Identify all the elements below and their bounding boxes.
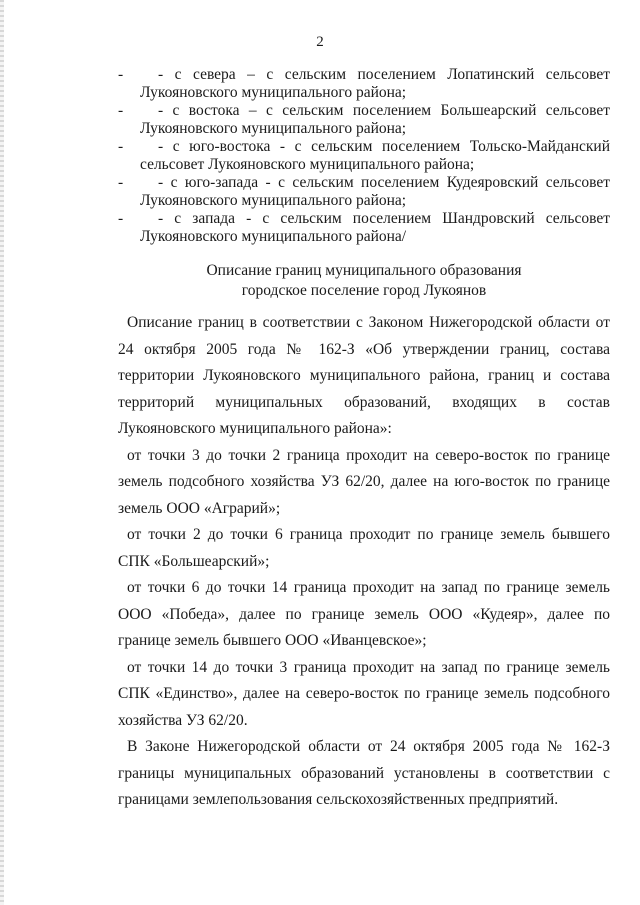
boundary-list bbox=[118, 66, 610, 246]
list-item-line: Лукояновского муниципального района; bbox=[140, 192, 407, 209]
list-item-line: - с запада - с сельским поселением Шандровский сельсовет bbox=[158, 210, 610, 227]
list-item-line: - с востока – с сельским поселением Большеарский сельсовет bbox=[158, 102, 610, 119]
list-bullet: - bbox=[118, 66, 124, 83]
list-item-line: - с юго-востока - с сельским поселением Тольско-Майданский bbox=[158, 138, 610, 155]
list-item-line: Лукояновского муниципального района; bbox=[140, 120, 407, 137]
paragraph: от точки 3 до точки 2 граница проходит на северо-восток по границе земель подсобного хозяйства УЗ 62/20, далее на юго-восток по границе земель ООО «Аграрий»; bbox=[118, 446, 610, 517]
paragraph: от точки 2 до точки 6 граница проходит по границе земель бывшего СПК «Большеарский»; bbox=[118, 526, 610, 570]
list-item bbox=[118, 66, 610, 102]
section-heading-line: Описание границ муниципального образования bbox=[206, 262, 522, 279]
list-item-line: Лукояновского муниципального района; bbox=[140, 84, 407, 101]
paragraph: В Законе Нижегородской области от 24 октября 2005 года № 162-З границы муниципальных образований установлены в соответствии с границами землепользования сельскохозяйственных предприятий. bbox=[118, 738, 610, 808]
list-bullet: - bbox=[118, 174, 124, 191]
page-number: 2 bbox=[316, 34, 324, 50]
list-item bbox=[118, 102, 610, 138]
list-item bbox=[118, 174, 610, 210]
body-text bbox=[118, 310, 610, 814]
list-item-line: Лукояновского муниципального района/ bbox=[140, 228, 407, 245]
section-heading-line: городское поселение город Лукоянов bbox=[241, 282, 487, 299]
section-heading bbox=[118, 261, 610, 301]
paragraph: от точки 6 до точки 14 граница проходит на запад по границе земель ООО «Победа», далее по границе земель ООО «Кудеяр», далее по границе земель бывшего ООО «Иванцевское»; bbox=[118, 579, 610, 649]
paragraph: Описание границ в соответствии с Законом Нижегородской области от 24 октября 2005 года № 162-З «Об утверждении границ, состава территории Лукояновского муниципального района, границ и состава территорий муниципальных образований, входящих в состав Лукояновского муниципального района»: bbox=[118, 314, 610, 437]
list-item-line: сельсовет Лукояновского муниципального района; bbox=[140, 156, 475, 173]
list-item-line: - с юго-запада - с сельским поселением Кудеяровский сельсовет bbox=[158, 174, 610, 191]
paragraph: от точки 14 до точки 3 граница проходит на запад по границе земель СПК «Единство», далее на северо-восток по границе земель подсобного хозяйства УЗ 62/20. bbox=[118, 658, 610, 729]
list-bullet: - bbox=[118, 138, 124, 155]
list-item-line: - с севера – с сельским поселением Лопатинский сельсовет bbox=[158, 66, 610, 83]
list-bullet: - bbox=[118, 210, 124, 227]
list-item bbox=[118, 138, 610, 174]
list-bullet: - bbox=[118, 102, 124, 119]
list-item bbox=[118, 210, 610, 246]
scan-edge-artifact bbox=[0, 0, 4, 905]
